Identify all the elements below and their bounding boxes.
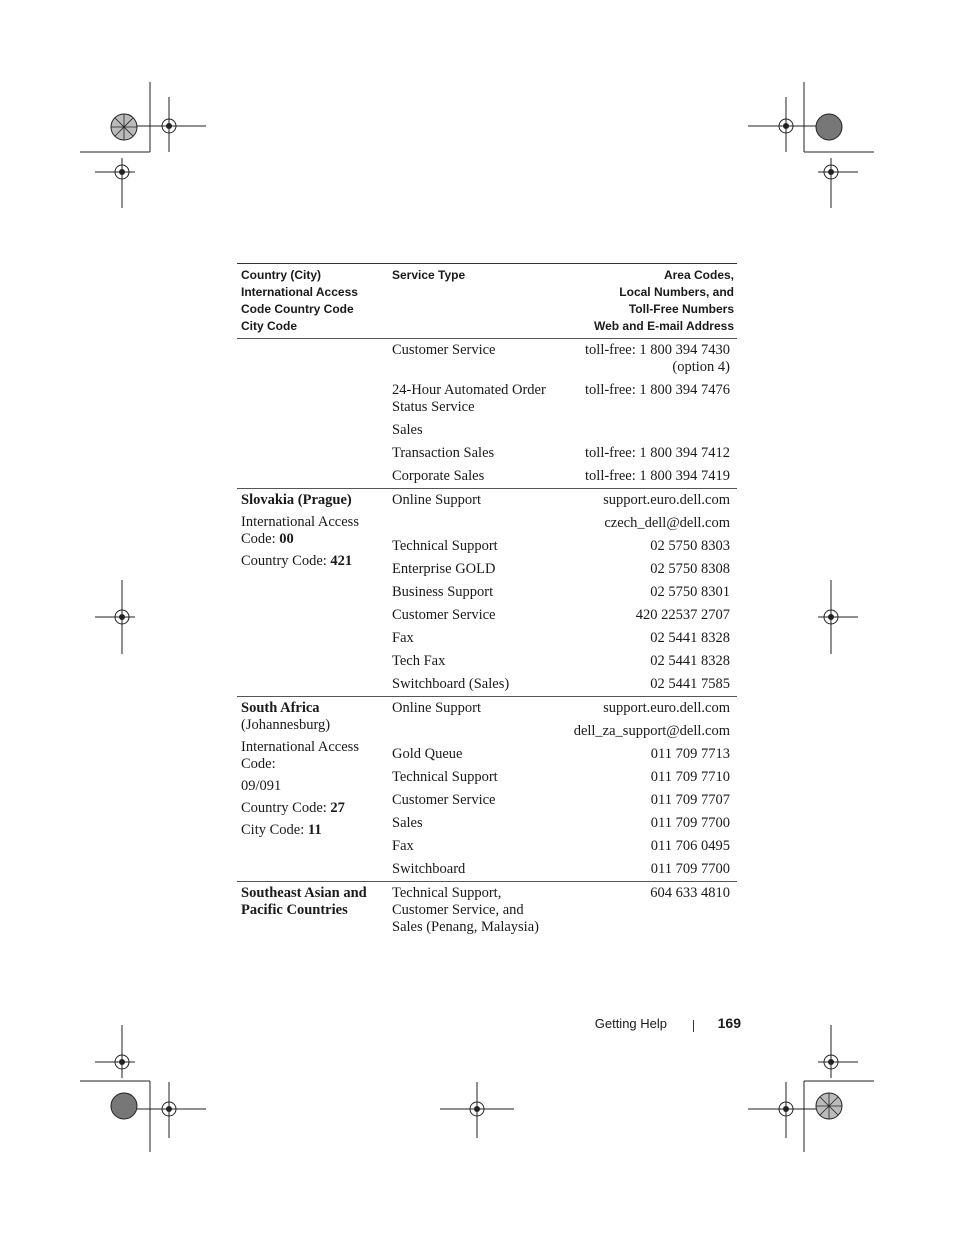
country-cell — [237, 489, 388, 697]
page-footer — [0, 1014, 954, 1034]
contact-number-cell: 02 5441 7585 — [650, 676, 730, 692]
header-country — [237, 264, 388, 339]
header-line: Area Codes, — [663, 268, 734, 282]
country-cell — [237, 339, 388, 489]
contact-number-cell: toll-free: 1 800 394 7476 — [585, 382, 730, 398]
footer-separator — [693, 1020, 694, 1032]
header-line: Country (City) — [241, 268, 321, 282]
service-type-cell: Enterprise GOLD — [392, 561, 496, 577]
country-info-label: Country Code: — [241, 800, 331, 816]
table-body — [237, 339, 737, 940]
service-type-cell: Sales — [392, 815, 423, 831]
header-line: Code Country Code — [241, 302, 354, 316]
header-line: Service Type — [392, 268, 466, 282]
country-name-line — [241, 492, 382, 509]
service-type-cell: Online Support — [388, 697, 560, 721]
service-type-cell: Corporate Sales — [392, 468, 485, 484]
table-header-row — [237, 264, 737, 339]
service-type-cell — [388, 512, 560, 535]
dell-contact-table — [237, 263, 737, 939]
country-info-line — [241, 739, 382, 773]
country-cell — [237, 697, 388, 882]
footer-section-title: Getting Help — [594, 1016, 667, 1031]
header-line: City Code — [241, 319, 298, 333]
contact-number-cell: czech_dell@dell.com — [604, 515, 730, 531]
country-info-line — [241, 800, 382, 817]
header-line: Local Numbers, and — [619, 285, 734, 299]
service-type-cell: Fax — [392, 630, 414, 646]
service-type-cell: Switchboard — [392, 861, 466, 877]
contact-number-cell: 011 709 7700 — [650, 815, 730, 831]
contact-number-cell: support.euro.dell.com — [560, 697, 737, 721]
header-line: Web and E-mail Address — [593, 319, 734, 333]
header-line: International Access — [241, 285, 358, 299]
contact-number-cell: toll-free: 1 800 394 7419 — [585, 468, 730, 484]
service-type-cell: Tech Fax — [392, 653, 446, 669]
service-type-cell: Technical Support — [392, 769, 498, 785]
service-type-cell: Technical Support — [392, 538, 498, 554]
contact-number-cell: 011 709 7710 — [650, 769, 730, 785]
table-row — [237, 697, 737, 721]
contact-number-cell: 02 5750 8303 — [650, 538, 730, 554]
table-row — [237, 489, 737, 513]
service-type-cell: Business Support — [392, 584, 494, 600]
country-info-line — [241, 553, 382, 570]
service-type-cell: 24-Hour Automated Order Status Service — [392, 382, 546, 415]
contact-number-cell: 02 5750 8301 — [650, 584, 730, 600]
contact-number-cell: 011 709 7713 — [650, 746, 730, 762]
service-type-cell: Technical Support, Customer Service, and Sales (Penang, Malaysia) — [388, 882, 560, 940]
contact-number-cell: 02 5441 8328 — [650, 653, 730, 669]
header-numbers — [560, 264, 737, 339]
service-type-cell: Gold Queue — [392, 746, 463, 762]
service-type-cell: Transaction Sales — [392, 445, 495, 461]
contact-number-cell: 011 709 7707 — [650, 792, 730, 808]
header-service-type — [388, 264, 560, 339]
service-type-cell: Customer Service — [392, 607, 496, 623]
country-info-label: Country Code: — [241, 553, 331, 569]
country-name: Southeast Asian and Pacific Countries — [241, 885, 367, 918]
contact-number-cell: support.euro.dell.com — [560, 489, 737, 513]
service-type-cell: Fax — [392, 838, 414, 854]
country-name: South Africa — [241, 700, 320, 716]
contact-number-cell: dell_za_support@dell.com — [573, 723, 730, 739]
country-name-line — [241, 885, 382, 919]
country-name-line — [241, 700, 382, 734]
contact-number-cell: 02 5750 8308 — [650, 561, 730, 577]
contact-number-cell: 02 5441 8328 — [650, 630, 730, 646]
contact-number-cell: 604 633 4810 — [560, 882, 737, 940]
country-info-line — [241, 822, 382, 839]
service-type-cell — [388, 720, 560, 743]
page-number: 169 — [717, 1015, 741, 1031]
country-city: (Johannesburg) — [241, 717, 331, 733]
country-info-label: International Access Code: — [241, 739, 359, 772]
contact-number-cell: 420 22537 2707 — [635, 607, 730, 623]
contact-number-cell: 011 709 7700 — [650, 861, 730, 877]
contact-number-cell — [560, 419, 737, 442]
header-line: Toll-Free Numbers — [628, 302, 734, 316]
country-info-code: 11 — [307, 822, 322, 838]
contact-number-cell: toll-free: 1 800 394 7430 (option 4) — [560, 339, 737, 380]
service-type-cell: Sales — [392, 422, 423, 438]
service-type-cell: Customer Service — [392, 792, 496, 808]
country-info-label: International Access Code: — [241, 514, 359, 547]
service-type-cell: Switchboard (Sales) — [392, 676, 510, 692]
country-info-line — [241, 778, 382, 795]
service-type-cell: Online Support — [388, 489, 560, 513]
country-info-code: 27 — [330, 800, 345, 816]
country-info-line — [241, 514, 382, 548]
country-info-label: 09/091 — [241, 778, 282, 794]
country-info-code: 421 — [330, 553, 353, 569]
country-name: Slovakia (Prague) — [241, 492, 352, 508]
country-cell — [237, 882, 388, 940]
service-type-cell: Customer Service — [388, 339, 560, 380]
table-row — [237, 882, 737, 940]
table-row — [237, 339, 737, 380]
country-info-label: City Code: — [241, 822, 308, 838]
contact-number-cell: 011 706 0495 — [650, 838, 730, 854]
country-info-code: 00 — [279, 531, 294, 547]
contact-number-cell: toll-free: 1 800 394 7412 — [585, 445, 730, 461]
